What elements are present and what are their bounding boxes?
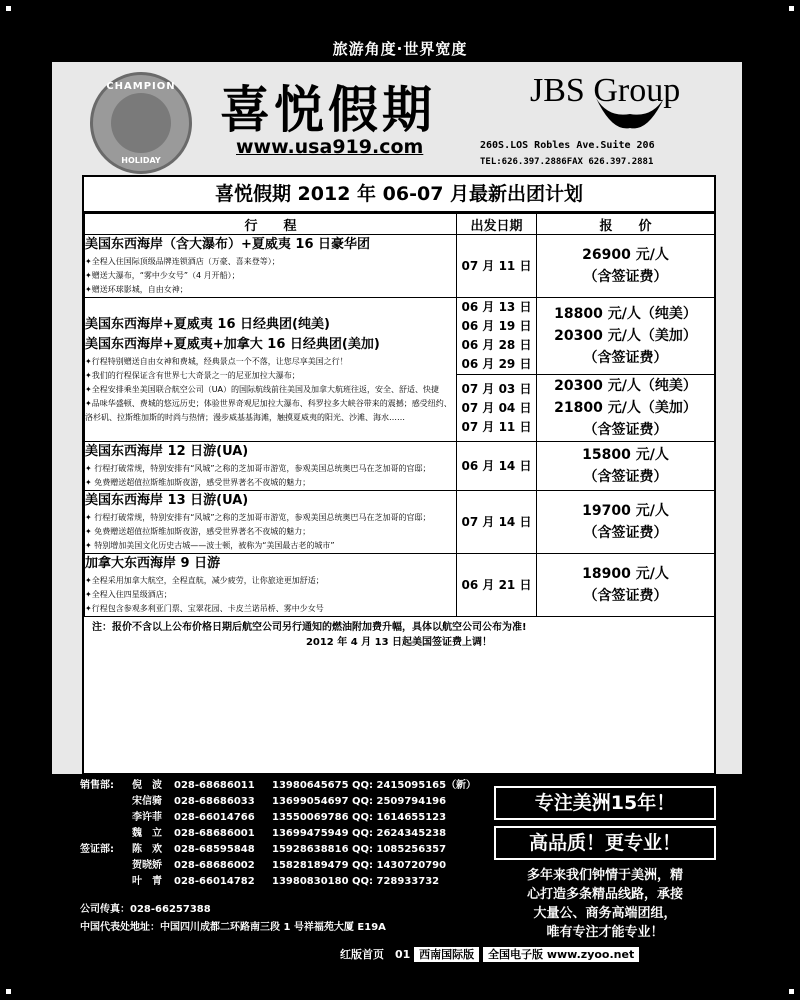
footer-page-label: 红版首页 01 <box>340 948 411 961</box>
itinerary-cell <box>85 235 457 298</box>
tour-table <box>84 213 715 617</box>
contact-phone: 028-66014782 <box>174 876 255 887</box>
contact-qq: QQ: 728933732 <box>352 876 440 887</box>
champion-holiday-logo <box>90 72 192 174</box>
top-banner <box>0 0 800 62</box>
price-value: 20300 元/人（纯美） <box>554 378 697 394</box>
departure-date: 07 月 04 日 <box>461 400 532 415</box>
contact-qq: QQ: 1085256357 <box>352 844 447 855</box>
slogan: 旅游角度·世界宽度 <box>332 40 468 58</box>
contact-row <box>74 874 494 890</box>
price-cell <box>537 554 715 617</box>
tour-plan-box <box>82 175 716 775</box>
departure-date: 07 月 11 日 <box>461 419 532 434</box>
price-value: 19700 元/人 <box>582 503 669 519</box>
route-name: 美国东西海岸 12 日游(UA) <box>85 444 249 459</box>
company-fax: 公司传真：028-66257388 <box>80 904 211 915</box>
detail-line: ✦行程包含参观多利亚门票、宝翠花园、卡皮兰诺吊桥、雾中少女号 <box>85 604 324 613</box>
contact-phone: 028-68595848 <box>174 844 255 855</box>
contact-row <box>74 810 494 826</box>
page-footer <box>340 946 639 962</box>
table-row <box>85 491 715 554</box>
date-cell <box>457 442 537 491</box>
contact-name: 贺晓娇 <box>132 860 162 871</box>
ad-page <box>52 62 742 774</box>
contact-mobile: 15828189479 <box>272 860 349 871</box>
table-row <box>85 442 715 491</box>
contact-name: 陈 欢 <box>132 844 162 855</box>
contact-qq: QQ: 1614655123 <box>352 812 447 823</box>
price-note: （含签证费） <box>583 469 668 485</box>
date-cell <box>457 375 537 442</box>
departure-date: 07 月 03 日 <box>461 381 532 396</box>
contact-row <box>74 858 494 874</box>
contact-phone: 028-68686002 <box>174 860 255 871</box>
contact-phone: 028-68686001 <box>174 828 255 839</box>
contact-mobile: 15928638816 <box>272 844 349 855</box>
itinerary-cell <box>85 442 457 491</box>
price-cell <box>537 442 715 491</box>
globe-icon <box>111 93 171 153</box>
header-price: 报 价 <box>537 214 715 235</box>
promo-panel <box>494 786 716 942</box>
itinerary-cell <box>85 298 457 442</box>
contact-name: 李许菲 <box>132 812 162 823</box>
departure-date: 07 月 11 日 <box>461 258 532 273</box>
detail-line: ✦我们的行程保证含有世界七大奇景之一的尼亚加拉大瀑布； <box>85 370 300 380</box>
detail-line: ✦ 行程打破常规，特别安排有“风城”之称的芝加哥市游览，参观美国总统奥巴马在芝加哥的官邸； <box>85 513 431 522</box>
contact-phone: 028-68686011 <box>174 780 255 791</box>
contact-row <box>74 794 494 810</box>
price-value: 18900 元/人 <box>582 566 669 582</box>
contact-qq: QQ: 1430720790 <box>352 860 447 871</box>
departure-date: 06 月 13 日 <box>461 300 532 314</box>
corner-mark <box>789 989 794 994</box>
contact-list <box>74 778 494 933</box>
visa-fee-note: 2012 年 4 月 13 日起美国签证费上调！ <box>305 637 493 648</box>
partner-address: 260S.LOS Robles Ave.Suite 206 <box>480 140 655 151</box>
contact-phone: 028-66014766 <box>174 812 255 823</box>
contact-mobile: 13980830180 <box>272 876 349 887</box>
contact-phone: 028-68686033 <box>174 796 255 807</box>
footer-edition-link[interactable]: 全国电子版 www.zyoo.net <box>483 947 639 962</box>
date-cell <box>457 235 537 298</box>
contact-qq: QQ: 2415095165（新） <box>352 780 477 791</box>
detail-line: ✦ 免费赠送超值拉斯维加斯夜游，感受世界著名不夜城的魅力； <box>85 527 311 536</box>
header-itinerary: 行 程 <box>85 214 457 235</box>
contact-mobile: 13699054697 <box>272 796 349 807</box>
route-name: 美国东西海岸+夏威夷+加拿大 16 日经典团(美加) <box>85 336 380 352</box>
detail-line: ✦ 行程打破常规，特别安排有“风城”之称的芝加哥市游览，参观美国总统奥巴马在芝加哥的官邸； <box>85 464 431 473</box>
department-label: 销售部: <box>80 780 114 791</box>
price-value: 18800 元/人（纯美） <box>554 306 697 322</box>
fuel-surcharge-note: 注：报价不含以上公布价格日期后航空公司另行通知的燃油附加费升幅，具体以航空公司公布为准! <box>92 622 527 633</box>
brand-name: 喜悦假期 <box>220 80 436 139</box>
contact-row <box>74 778 494 794</box>
promo-subheadline: 高品质！更专业！ <box>494 826 716 860</box>
detail-line: ✦品味华盛顿、费城的悠远历史；体验世界奇观尼加拉大瀑布、科罗拉多大峡谷带来的震撼；感受纽约、洛杉矶、拉斯维加斯的时尚与热情；漫步威基基海滩，触摸夏威夷的阳光、沙滩、海水…… <box>85 398 452 422</box>
logo-ring-top-text: CHAMPION <box>106 81 176 92</box>
table-row <box>85 554 715 617</box>
departure-date: 06 月 29 日 <box>461 357 532 371</box>
price-cell <box>537 491 715 554</box>
route-name: 加拿大东西海岸 9 日游 <box>85 556 221 571</box>
price-value: 21800 元/人（美加） <box>554 400 697 416</box>
footer-section-badge: 西南国际版 <box>414 947 479 962</box>
departure-date: 06 月 28 日 <box>461 338 532 352</box>
detail-line: ✦赠送环球影城，自由女神； <box>85 285 188 294</box>
table-row <box>85 235 715 298</box>
date-cell <box>457 554 537 617</box>
detail-line: ✦赠送大瀑布，“雾中少女号”（4 月开船）； <box>85 271 240 280</box>
contact-name: 叶 青 <box>132 876 162 887</box>
partner-phone: TEL:626.397.2886FAX 626.397.2881 <box>480 157 654 167</box>
detail-line: ✦全程安排乘坐美国联合航空公司（UA）的国际航线前往美国及加拿大航班往返，安全、舒适、快捷 <box>85 384 440 394</box>
price-value: 15800 元/人 <box>582 447 669 463</box>
table-row <box>85 298 715 375</box>
promo-text-line: 大量公、商务高端团组， <box>533 906 677 921</box>
departure-date: 07 月 14 日 <box>461 514 532 529</box>
plan-title: 喜悦假期 2012 年 06-07 月最新出团计划 <box>84 177 714 213</box>
contact-row <box>74 826 494 842</box>
detail-line: ✦ 特别增加美国文化历史古城——波士顿，被称为“美国最古老的城市” <box>85 541 335 550</box>
contact-name: 宋信骑 <box>132 796 162 807</box>
promo-text-line: 唯有专注才能专业！ <box>546 925 664 940</box>
contact-name: 魏 立 <box>132 828 162 839</box>
office-address: 中国代表处地址：中国四川成都二环路南三段 1 号祥福苑大厦 E19A <box>80 922 386 933</box>
price-cell <box>537 375 715 442</box>
itinerary-cell <box>85 554 457 617</box>
detail-line: ✦全程入住国际顶级品牌连锁酒店（万豪、喜来登等）； <box>85 257 280 266</box>
contact-mobile: 13980645675 <box>272 780 349 791</box>
promo-text-line: 多年来我们钟情于美洲，精 <box>526 868 683 883</box>
department-label: 签证部: <box>80 844 114 855</box>
date-cell <box>457 298 537 375</box>
price-note: （含签证费） <box>583 350 668 366</box>
price-note: （含签证费） <box>583 422 668 438</box>
contact-name: 倪 波 <box>132 780 162 791</box>
website-link[interactable]: www.usa919.com <box>236 136 424 158</box>
date-cell <box>457 491 537 554</box>
promo-headline: 专注美洲15年！ <box>494 786 716 820</box>
departure-date: 06 月 14 日 <box>461 458 532 473</box>
route-name: 美国东西海岸+夏威夷 16 日经典团(纯美) <box>85 316 330 332</box>
table-header-row <box>85 214 715 235</box>
promo-text-line: 心打造多条精品线路，承接 <box>526 887 683 902</box>
partner-name: JBS Group <box>530 72 681 109</box>
detail-line: ✦全程采用加拿大航空，全程直航，减少疲劳，让你旅途更加舒适； <box>85 576 324 585</box>
contact-mobile: 13699475949 <box>272 828 349 839</box>
contact-row <box>74 842 494 858</box>
price-value: 26900 元/人 <box>582 247 669 263</box>
itinerary-cell <box>85 491 457 554</box>
detail-line: ✦ 免费赠送超值拉斯维加斯夜游，感受世界著名不夜城的魅力； <box>85 478 311 487</box>
price-value: 20300 元/人（美加） <box>554 328 697 344</box>
contact-qq: QQ: 2624345238 <box>352 828 447 839</box>
price-note: （含签证费） <box>583 269 668 285</box>
contact-qq: QQ: 2509794196 <box>352 796 447 807</box>
price-note: （含签证费） <box>583 588 668 604</box>
logo-ring-bottom-text: HOLIDAY <box>121 156 161 165</box>
route-name: 美国东西海岸（含大瀑布）+夏威夷 16 日豪华团 <box>85 237 371 252</box>
detail-line: ✦行程特别赠送自由女神和费城，经典景点一个不落，让您尽享美国之行！ <box>85 356 348 366</box>
route-name: 美国东西海岸 13 日游(UA) <box>85 493 249 508</box>
corner-mark <box>6 989 11 994</box>
price-note: （含签证费） <box>583 525 668 541</box>
detail-line: ✦全程入住四星级酒店； <box>85 590 172 599</box>
price-cell <box>537 298 715 375</box>
price-cell <box>537 235 715 298</box>
contact-mobile: 13550069786 <box>272 812 349 823</box>
jbs-flame-icon <box>592 88 668 132</box>
header-date: 出发日期 <box>457 214 537 235</box>
departure-date: 06 月 21 日 <box>461 577 532 592</box>
departure-date: 06 月 19 日 <box>461 319 532 333</box>
